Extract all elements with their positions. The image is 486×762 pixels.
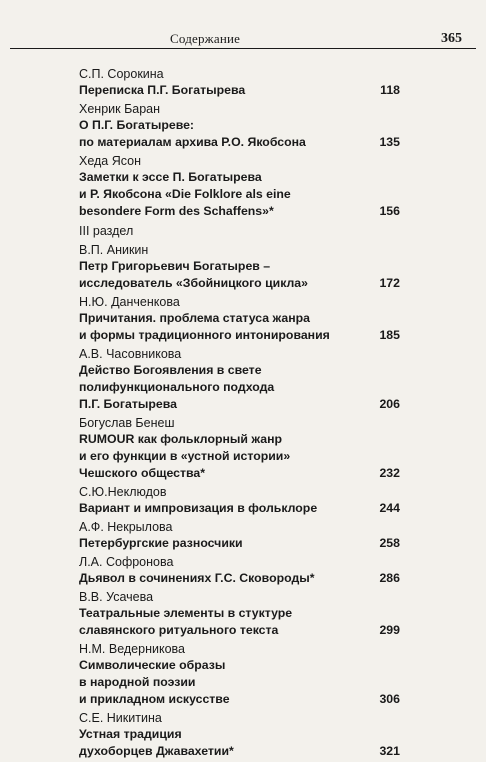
entry-title-line: духоборцев Джавахетии* [79, 744, 234, 759]
entry-title-line: Петр Григорьевич Богатырев – [79, 259, 271, 274]
entry-author: В.В. Усачева [79, 590, 154, 604]
entry-page-number: 258 [379, 536, 400, 551]
entry-title-line: П.Г. Богатырева [79, 397, 177, 412]
toc-entry [79, 554, 400, 587]
page-header [0, 0, 486, 50]
header-rule [10, 48, 476, 49]
entry-page-number: 286 [379, 571, 400, 586]
entry-title-line: Символические образы [79, 658, 226, 673]
page-number: 365 [441, 31, 462, 46]
entry-title-line: по материалам архива Р.О. Якобсона [79, 135, 306, 150]
section-heading: III раздел [79, 224, 134, 238]
entry-title-line: Устная традиция [79, 727, 182, 742]
entry-title-line: славянского ритуального текста [79, 623, 279, 638]
entry-title-line: Причитания. проблема статуса жанра [79, 311, 311, 326]
entry-author: А.В. Часовникова [79, 347, 182, 361]
toc-entry [79, 242, 400, 292]
entry-author: В.П. Аникин [79, 243, 149, 257]
entry-title-line: и прикладном искусстве [79, 692, 230, 707]
entry-title-line: Переписка П.Г. Богатырева [79, 83, 246, 98]
running-title: Содержание [170, 31, 241, 46]
entry-author: Хеда Ясон [79, 154, 142, 168]
entry-author: А.Ф. Некрылова [79, 520, 173, 534]
entry-title-line: Чешского общества* [79, 466, 206, 481]
entry-author: Л.А. Софронова [79, 555, 174, 569]
entry-author: С.П. Сорокина [79, 67, 164, 81]
entry-author: С.Е. Никитина [79, 711, 162, 725]
entry-page-number: 306 [379, 692, 400, 707]
entry-page-number: 135 [379, 135, 400, 150]
entry-author: Богуслав Бенеш [79, 416, 175, 430]
table-of-contents [79, 66, 400, 762]
entry-title-line: Петербургские разносчики [79, 536, 243, 551]
entry-page-number: 206 [379, 397, 400, 412]
entry-title-line: Заметки к эссе П. Богатырева [79, 170, 262, 185]
entry-title-line: и его функции в «устной истории» [79, 449, 291, 464]
toc-entry [79, 589, 400, 639]
entry-title-line: besondere Form des Schaffens»* [79, 204, 274, 219]
entry-page-number: 118 [380, 83, 400, 98]
entry-title-line: О П.Г. Богатыреве: [79, 118, 195, 133]
entry-page-number: 232 [379, 466, 400, 481]
toc-entry [79, 66, 400, 99]
entry-author: Хенрик Баран [79, 102, 161, 116]
entry-author: С.Ю.Неклюдов [79, 485, 167, 499]
toc-entry [79, 415, 400, 482]
entry-author: Н.Ю. Данченкова [79, 295, 180, 309]
entry-title-line: Дьявол в сочинениях Г.С. Сковороды* [79, 571, 315, 586]
entry-title-line: в народной поэзии [79, 675, 196, 690]
entry-page-number: 321 [379, 744, 400, 759]
entry-page-number: 185 [379, 328, 400, 343]
entry-title-line: исследователь «Збойницкого цикла» [79, 276, 308, 291]
entry-page-number: 156 [379, 204, 400, 219]
entry-page-number: 299 [379, 623, 400, 638]
toc-entry [79, 519, 400, 552]
entry-title-line: Вариант и импровизация в фольклоре [79, 501, 318, 516]
entry-title-line: полифункционального подхода [79, 380, 275, 395]
entry-title-line: и Р. Якобсона «Die Folklore als eine [79, 187, 291, 202]
entry-author: Н.М. Ведерникова [79, 642, 185, 656]
toc-entry [79, 641, 400, 708]
entry-page-number: 244 [379, 501, 400, 516]
toc-entry [79, 101, 400, 151]
toc-entry [79, 153, 400, 220]
toc-entry [79, 294, 400, 344]
entry-title-line: Театральные элементы в стуктуре [79, 606, 293, 621]
entry-title-line: Действо Богоявления в свете [79, 363, 262, 378]
toc-entry [79, 346, 400, 413]
entry-title-line: RUMOUR как фольклорный жанр [79, 432, 283, 447]
entry-title-line: и формы традиционного интонирования [79, 328, 330, 343]
entry-page-number: 172 [379, 276, 400, 291]
toc-entry [79, 484, 400, 517]
